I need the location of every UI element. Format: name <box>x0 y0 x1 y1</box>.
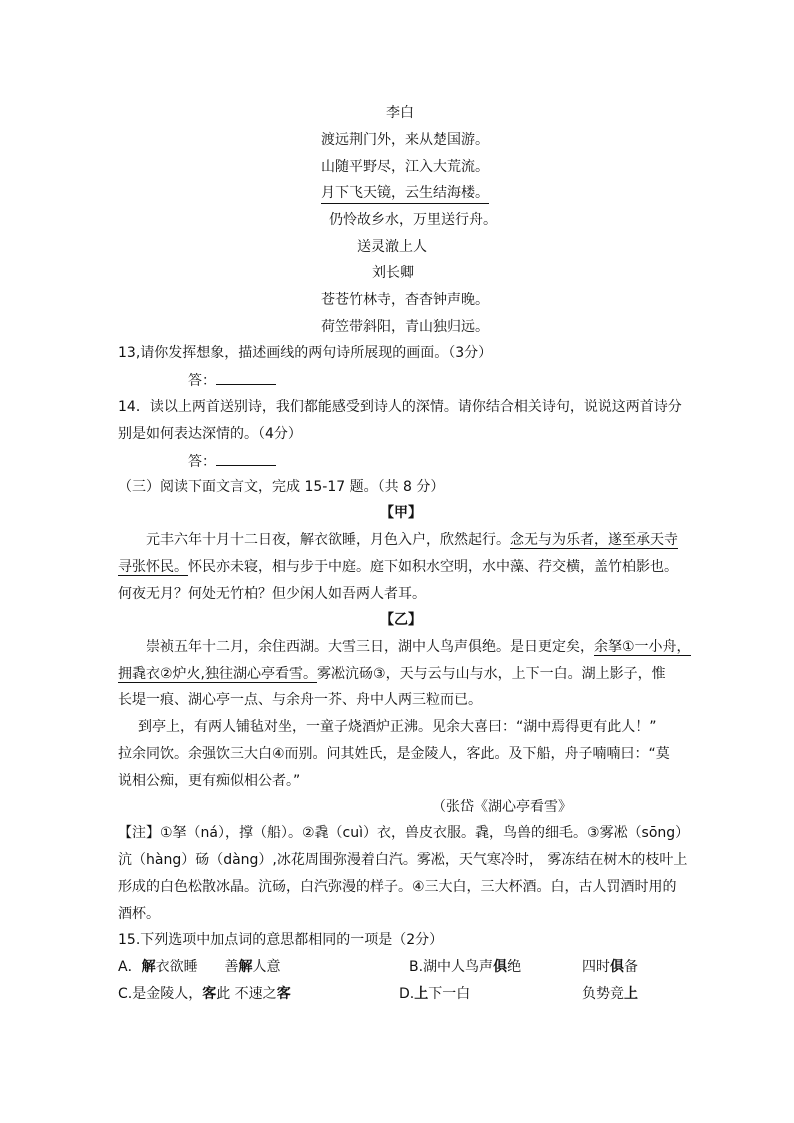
q15-option-d[interactable] <box>399 984 470 1004</box>
yi-line-1 <box>146 637 691 657</box>
option-d-text-1: 下一白 <box>428 986 471 1002</box>
jia-line-1-underlined: 念无与为乐者，遂至承天寺 <box>510 532 678 548</box>
jia-line-2-underlined: 寻张怀民。 <box>118 559 188 575</box>
question-14-line-1: 14．读以上两首送别诗，我们都能感受到诗人的深情。请你结合相关诗句，说说这两首诗分 <box>118 399 682 415</box>
yi-line-6: 说相公痴，更有痴似相公者。” <box>118 773 301 789</box>
poem1-line-2: 山随平野尽，江入大荒流。 <box>321 159 489 175</box>
option-a-dotted-word-2: 解 <box>238 959 253 975</box>
option-c-dotted-word-1: 客 <box>202 986 217 1002</box>
option-b-text-4: 备 <box>624 959 638 975</box>
notes-line-2: 沆（hàng）砀（dàng）,冰花周围弥漫着白汽。雾凇，天气寒冷时， 雾冻结在树木的枝叶上 <box>118 852 688 868</box>
q13-answer-blank[interactable] <box>216 370 276 385</box>
question-14-line-2: 别是如何表达深情的。（4分） <box>118 426 302 442</box>
jia-line-2 <box>118 557 678 577</box>
option-d-text-2: 负势竞 <box>582 986 624 1002</box>
question-15-stem: 15.下列选项中加点词的意思都相同的一项是（2分） <box>118 932 444 948</box>
option-c-text-1: 是金陵人， <box>132 986 203 1002</box>
option-b-dotted-word-2: 俱 <box>610 959 624 975</box>
yi-line-1-underlined: 余拏①一小舟， <box>594 639 691 655</box>
yi-title: 【乙】 <box>380 612 422 628</box>
option-b-dotted-word-1: 俱 <box>493 959 508 975</box>
option-c-label: C. <box>118 986 133 1002</box>
option-b-text-1: 湖中人鸟声 <box>423 959 494 975</box>
poem2-line-2: 荷笠带斜阳，青山独归远。 <box>321 319 489 335</box>
option-a-label: A． <box>118 959 142 975</box>
jia-line-3: 何夜无月？何处无竹柏？但少闲人如吾两人者耳。 <box>118 586 426 602</box>
yi-line-2-underlined: 拥毳衣②炉火,独往湖心亭看雪。 <box>118 666 318 682</box>
option-d-dotted-word-1: 上 <box>414 986 429 1002</box>
poem2-title: 送灵澈上人 <box>357 239 427 255</box>
q15-option-b[interactable] <box>409 957 521 977</box>
yi-source: （张岱《湖心亭看雪》 <box>432 799 572 815</box>
yi-line-2-text: 雾凇沆砀③，天与云与山与水，上下一白。湖上影子，惟 <box>317 666 666 682</box>
option-a-text-1: 衣欲睡 <box>155 959 198 975</box>
q15-option-b-pair <box>582 957 638 977</box>
option-d-label: D. <box>399 986 415 1002</box>
jia-line-1 <box>146 530 678 550</box>
q15-option-a[interactable] <box>118 957 280 977</box>
option-a-text-3: 人意 <box>252 959 281 975</box>
option-b-text-2: 绝 <box>507 959 522 975</box>
notes-line-4: 酒杯。 <box>118 906 160 922</box>
option-b-text-3: 四时 <box>582 959 610 975</box>
option-c-text-2: 此 不速之 <box>216 986 277 1002</box>
notes-line-3: 形成的白色松散冰晶。沆砀，白汽弥漫的样子。④三大白，三大杯酒。白，古人罚酒时用的 <box>118 879 677 895</box>
q13-answer-label: 答： <box>188 373 216 389</box>
jia-line-2-text: 怀民亦未寝，相与步于中庭。庭下如积水空明，水中藻、荇交横，盖竹柏影也。 <box>188 559 678 575</box>
section-3-heading: （三）阅读下面文言文，完成 15-17 题。（共 8 分） <box>118 479 445 495</box>
option-d-dotted-word-2: 上 <box>624 986 638 1002</box>
jia-title: 【甲】 <box>380 505 422 521</box>
poem2-author: 刘长卿 <box>372 265 414 281</box>
option-a-text-2: 善 <box>224 959 239 975</box>
yi-line-3: 长堤一痕、湖心亭一点、与余舟一芥、舟中人两三粒而已。 <box>118 692 482 708</box>
poem2-line-1: 苍苍竹林寺，杳杳钟声晚。 <box>321 292 489 308</box>
option-c-dotted-word-2: 客 <box>276 986 291 1002</box>
q14-answer <box>188 451 276 472</box>
q15-option-c[interactable] <box>118 984 291 1004</box>
question-13: 13,请你发挥想象，描述画线的两句诗所展现的画面。（3分） <box>118 345 493 361</box>
q14-answer-label: 答： <box>188 454 216 470</box>
q15-option-d-pair <box>582 984 638 1004</box>
option-a-dotted-word-1: 解 <box>141 959 156 975</box>
notes-line-1: 【注】①拏（ná），撑（船）。②毳（cuì）衣，兽皮衣服。毳，鸟兽的细毛。③雾凇（sōng） <box>118 825 690 841</box>
poem1-line-1: 渡远荆门外，来从楚国游。 <box>321 132 489 148</box>
yi-line-1-text: 崇祯五年十二月，余住西湖。大雪三日，湖中人鸟声俱绝。是日更定矣， <box>146 639 594 655</box>
yi-line-5: 拉余同饮。余强饮三大白④而别。问其姓氏，是金陵人，客此。及下船，舟子喃喃曰：“莫 <box>118 746 670 762</box>
q14-answer-blank[interactable] <box>216 451 276 466</box>
q13-answer <box>188 370 276 391</box>
option-b-label: B. <box>409 959 424 975</box>
poem1-line-4: 仍怜故乡水，万里送行舟。 <box>329 212 497 228</box>
yi-line-4: 到亭上，有两人铺毡对坐，一童子烧酒炉正沸。见余大喜曰：“湖中焉得更有此人！” <box>138 719 657 735</box>
jia-line-1-text: 元丰六年十月十二日夜，解衣欲睡，月色入户，欣然起行。 <box>146 532 510 548</box>
poem1-line-3-underlined: 月下飞天镜，云生结海楼。 <box>321 183 489 204</box>
poem1-author: 李白 <box>386 105 414 121</box>
yi-line-2 <box>118 664 666 684</box>
